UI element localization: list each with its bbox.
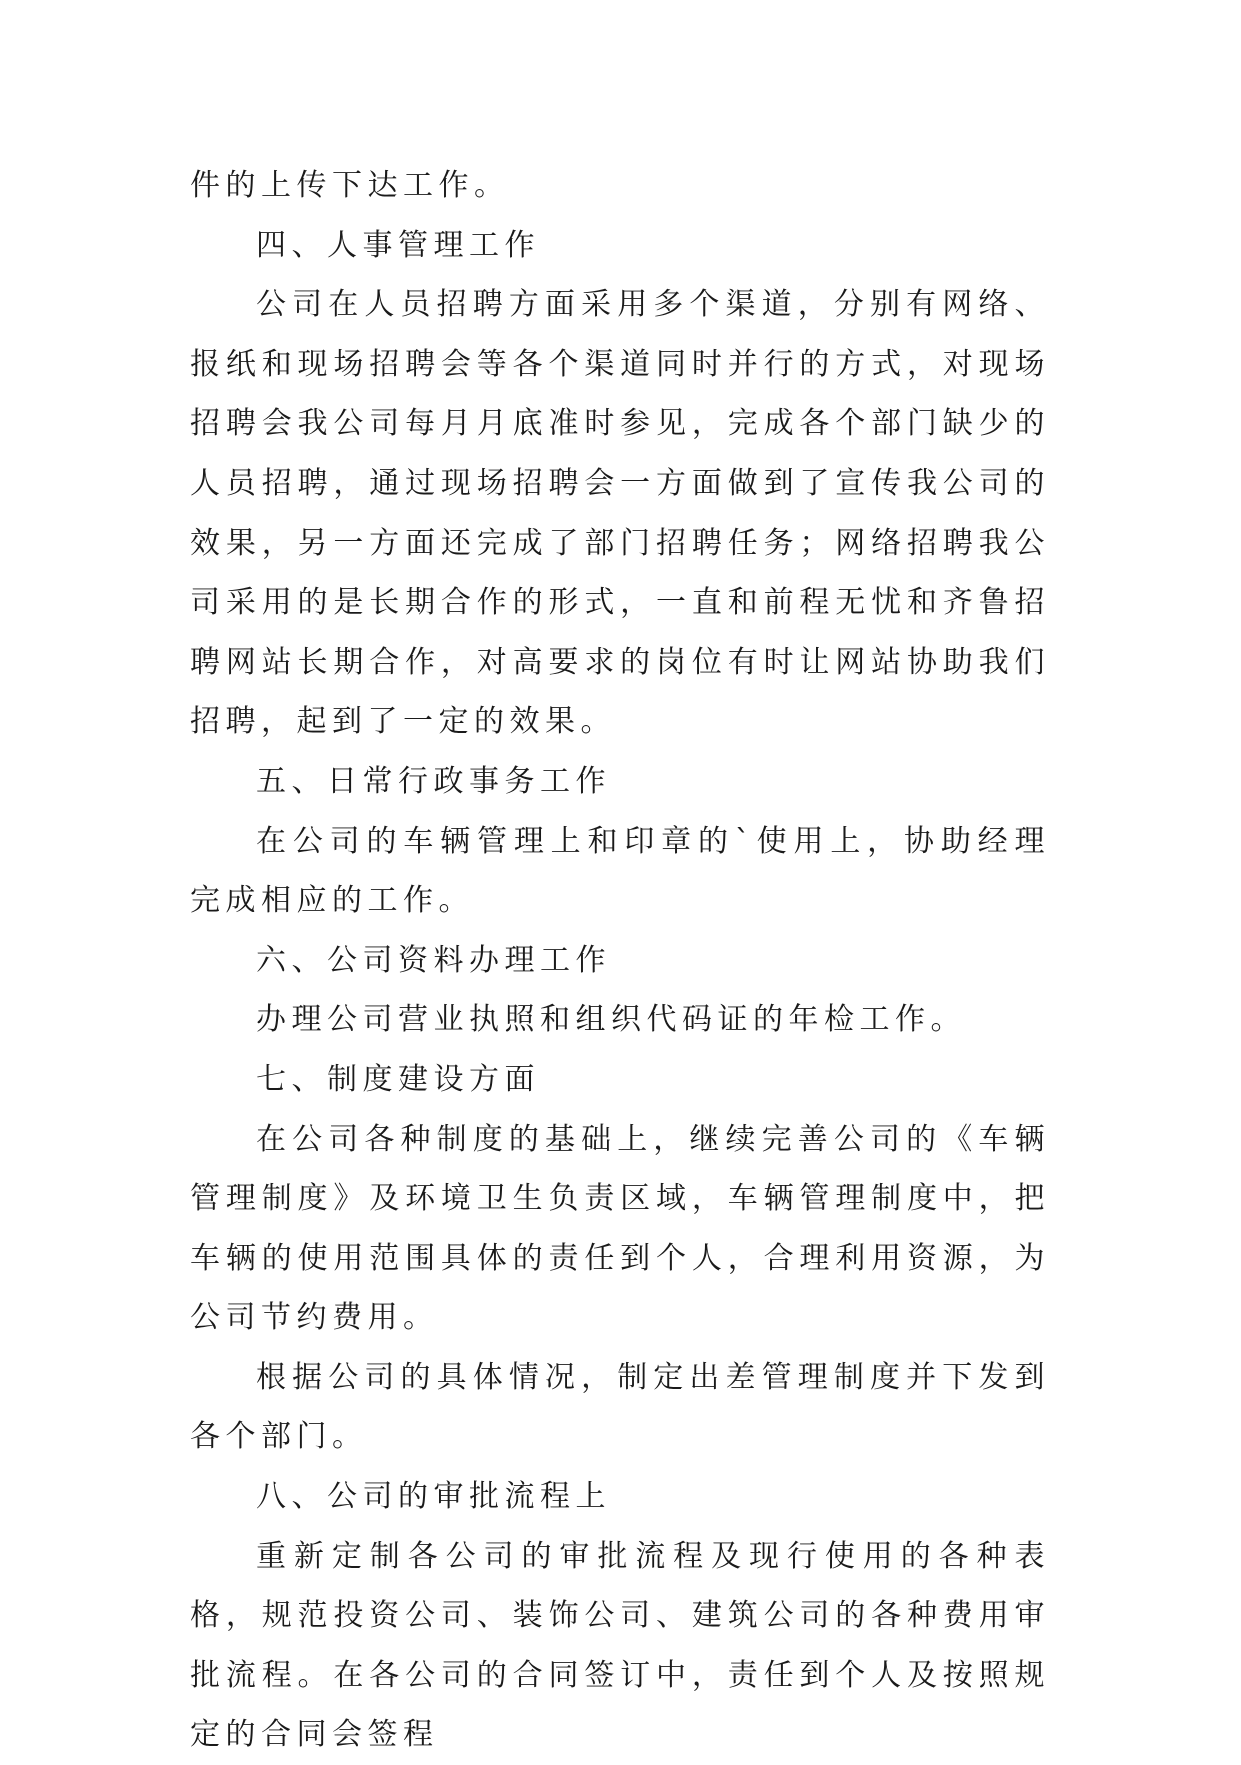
section-heading-8: 八、公司的审批流程上 [256,1479,611,1515]
document-body [190,156,1050,1765]
paragraph-administration: 在公司的车辆管理上和印章的`使用上，协助经理完成相应的工作。 [190,823,1050,919]
section-heading-7: 七、制度建设方面 [256,1061,540,1097]
section-heading-6: 六、公司资料办理工作 [256,942,611,978]
paragraph-documents: 办理公司营业执照和组织代码证的年检工作。 [256,1002,966,1038]
paragraph-travel-rules: 根据公司的具体情况，制定出差管理制度并下发到各个部门。 [190,1359,1050,1455]
section-heading-4: 四、人事管理工作 [256,227,540,263]
section-heading-5: 五、日常行政事务工作 [256,763,611,799]
paragraph-vehicle-rules: 在公司各种制度的基础上，继续完善公司的《车辆管理制度》及环境卫生负责区域，车辆管理制度中，把车辆的使用范围具体的责任到个人，合理利用资源，为公司节约费用。 [190,1121,1050,1336]
paragraph-recruitment: 公司在人员招聘方面采用多个渠道，分别有网络、报纸和现场招聘会等各个渠道同时并行的方式，对现场招聘会我公司每月月底准时参见，完成各个部门缺少的人员招聘，通过现场招聘会一方面做到了宣传我公司的效果，另一方面还完成了部门招聘任务；网络招聘我公司采用的是长期合作的形式，一直和前程无忧和齐鲁招聘网站长期合作，对高要求的岗位有时让网站协助我们招聘，起到了一定的效果。 [190,287,1050,740]
paragraph-approval: 重新定制各公司的审批流程及现行使用的各种表格，规范投资公司、装饰公司、建筑公司的各种费用审批流程。在各公司的合同签订中，责任到个人及按照规定的合同会签程 [190,1538,1050,1753]
paragraph-continuation: 件的上传下达工作。 [190,168,510,203]
